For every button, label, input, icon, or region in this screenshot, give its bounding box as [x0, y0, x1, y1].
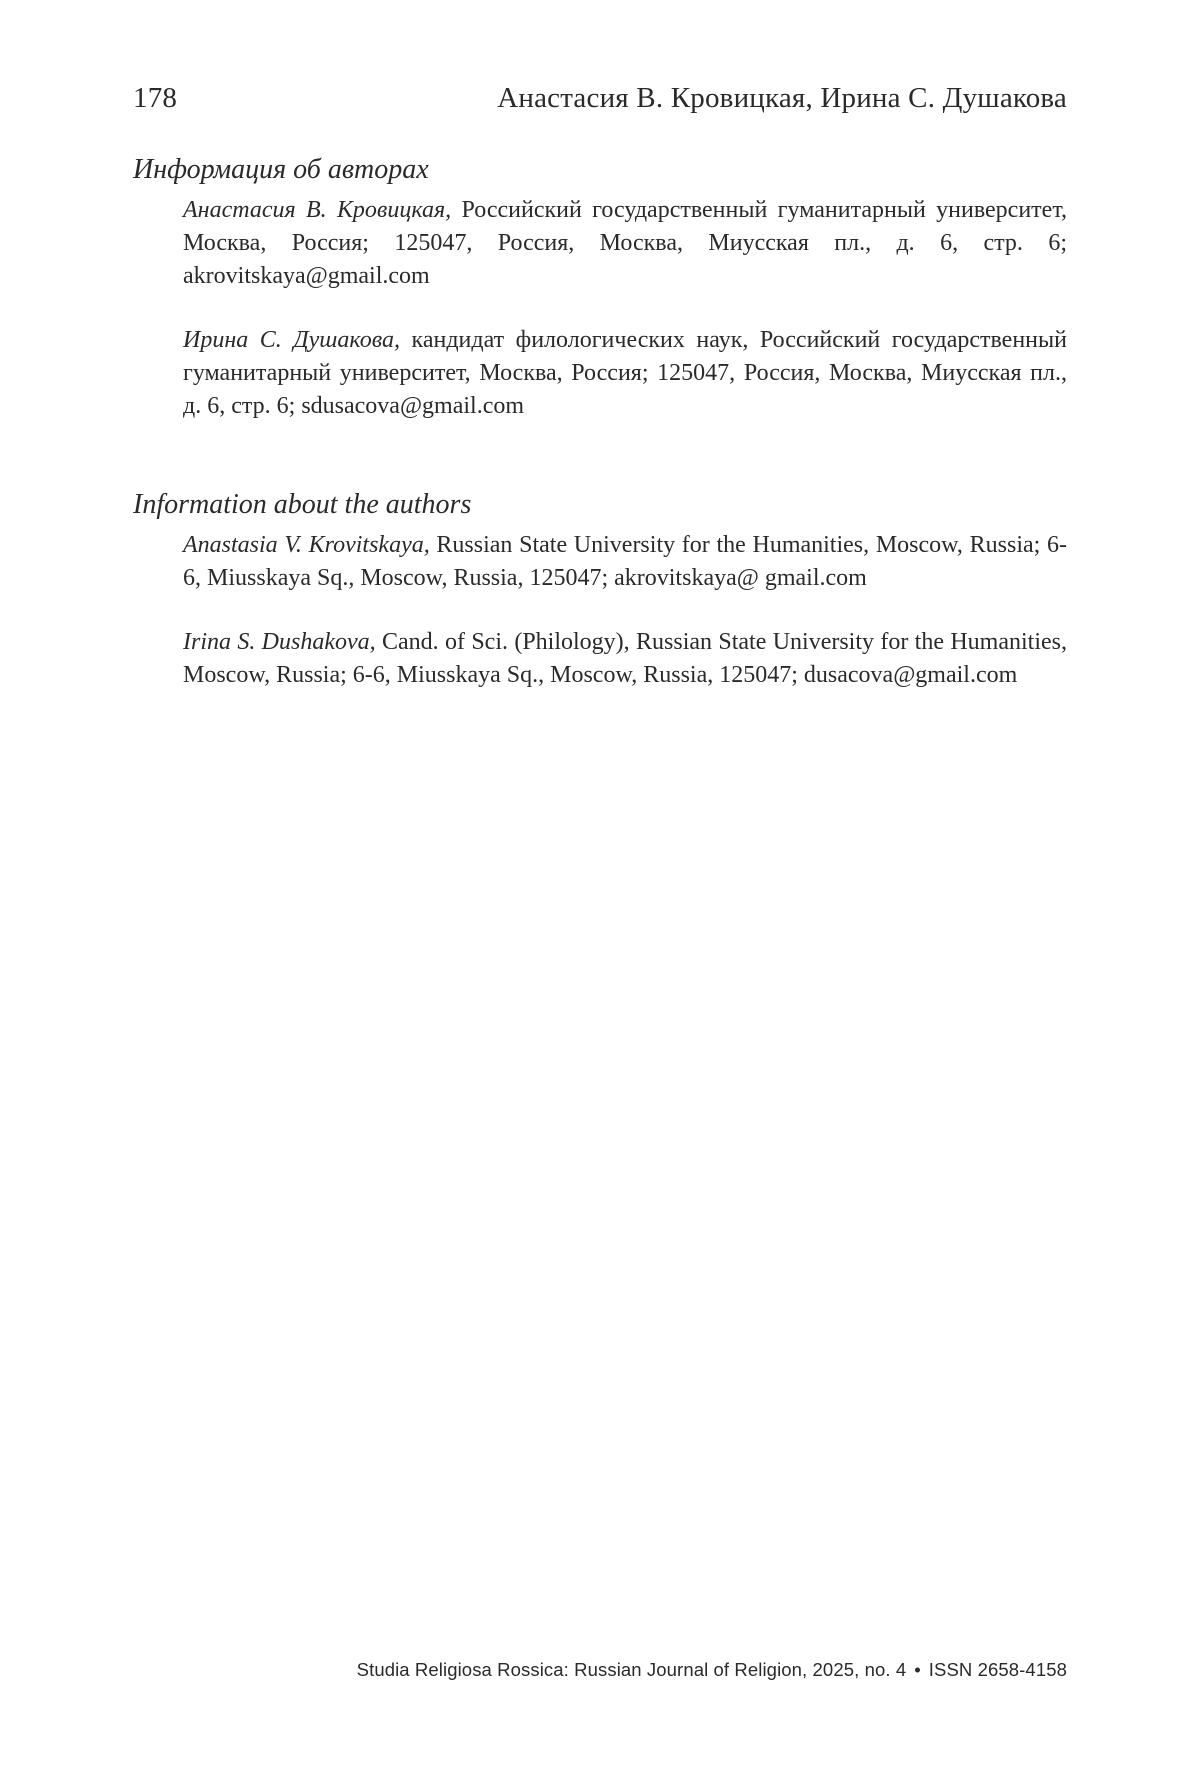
author-entry-krovitskaya-en [183, 529, 1067, 595]
footer-separator: • [914, 1659, 921, 1680]
running-header [133, 82, 1067, 122]
section-title-en: Information about the authors [133, 489, 472, 520]
author-name: Анастасия В. Кровицкая, [183, 197, 452, 223]
author-name: Irina S. Dushakova, [183, 629, 376, 655]
section-title-ru: Информация об авторах [133, 154, 429, 185]
page-number: 178 [133, 82, 178, 114]
journal-citation: Studia Religiosa Rossica: Russian Journal of Religion, 2025, no. 4 [356, 1659, 907, 1680]
author-name: Anastasia V. Krovitskaya, [183, 532, 430, 558]
author-details: Cand. of Sci. (Philology), Russian State University for the Humanities, Moscow, Russia; 6-6, Miusskaya Sq., Moscow, Russia, 125047; dusacova@gmail.com [183, 629, 1067, 688]
author-entry-dushakova-ru [183, 324, 1067, 423]
author-info-section-ru [133, 152, 1067, 423]
journal-footer [357, 1659, 1067, 1681]
author-info-section-en [133, 487, 1067, 692]
author-name: Ирина С. Душакова, [183, 327, 400, 353]
author-entry-dushakova-en [183, 626, 1067, 692]
author-entry-krovitskaya-ru [183, 194, 1067, 293]
author-details: кандидат филологических наук, Российский государственный гуманитарный университет, Москва, Россия; 125047, Россия, Москва, Миусская пл., д. 6, стр. 6; sdusacova@gmail.com [183, 327, 1067, 419]
author-details: Российский государственный гуманитарный университет, Москва, Россия; 125047, Россия, Москва, Миусская пл., д. 6, стр. 6; akrovitskaya@gmail.com [183, 197, 1068, 289]
journal-issn: ISSN 2658-4158 [928, 1659, 1067, 1680]
author-details: Russian State University for the Humanities, Moscow, Russia; 6-6, Miusskaya Sq., Moscow, Russia, 125047; akrovitskaya@ gmail.com [183, 532, 1067, 591]
running-header-authors: Анастасия В. Кровицкая, Ирина С. Душакова [497, 82, 1067, 114]
